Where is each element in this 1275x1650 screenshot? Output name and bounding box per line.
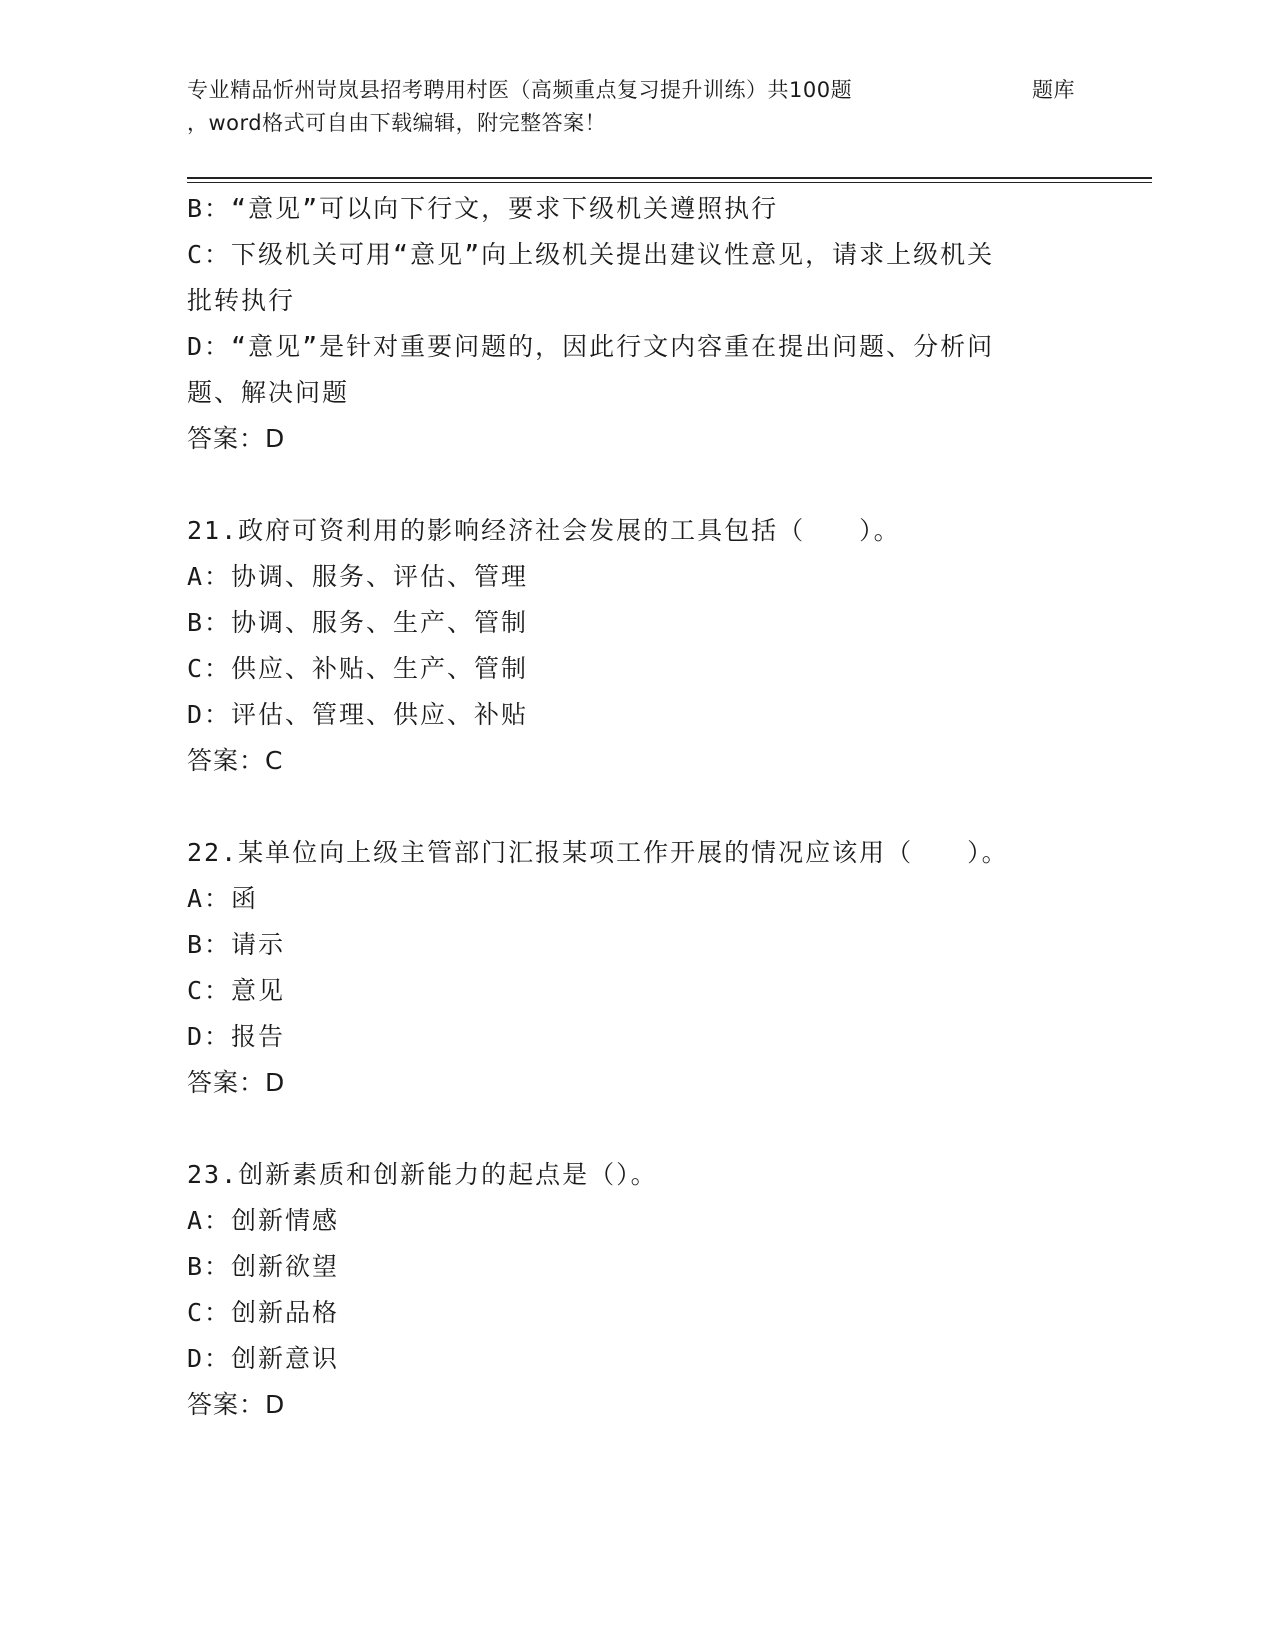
question-content xyxy=(187,186,1087,1428)
question-22 xyxy=(187,830,1087,1106)
option-d: D：评估、管理、供应、补贴 xyxy=(187,700,529,729)
answer: 答案：D xyxy=(187,1068,286,1097)
option-b: B：创新欲望 xyxy=(187,1252,340,1281)
question-stem: 23.创新素质和创新能力的起点是（）。 xyxy=(187,1160,658,1189)
spacer xyxy=(187,784,1087,830)
answer: 答案：D xyxy=(187,1390,286,1419)
option-d: D：创新意识 xyxy=(187,1344,340,1373)
continued-question xyxy=(187,186,1087,462)
option-a: A：函 xyxy=(187,884,259,913)
header-rule-thin xyxy=(187,182,1152,183)
header-title-line2: ，word格式可自由下载编辑，附完整答案！ xyxy=(187,111,607,135)
question-stem: 22.某单位向上级主管部门汇报某项工作开展的情况应该用（ ）。 xyxy=(187,838,1009,867)
option-c-line1: C：下级机关可用“意见”向上级机关提出建议性意见，请求上级机关 xyxy=(187,240,995,269)
option-b: B：“意见”可以向下行文，要求下级机关遵照执行 xyxy=(187,194,779,223)
option-c: C：意见 xyxy=(187,976,286,1005)
option-c: C：创新品格 xyxy=(187,1298,340,1327)
header-title-right: 题库 xyxy=(1032,78,1075,102)
header-rule-thick xyxy=(187,177,1152,179)
page-header xyxy=(187,74,1087,140)
option-a: A：协调、服务、评估、管理 xyxy=(187,562,529,591)
question-21 xyxy=(187,508,1087,784)
option-a: A：创新情感 xyxy=(187,1206,340,1235)
option-b: B：请示 xyxy=(187,930,286,959)
option-d-line1: D：“意见”是针对重要问题的，因此行文内容重在提出问题、分析问 xyxy=(187,332,995,361)
answer: 答案：D xyxy=(187,424,286,453)
header-title-line1 xyxy=(187,74,1087,107)
option-d-line2: 题、解决问题 xyxy=(187,378,350,407)
question-stem: 21.政府可资利用的影响经济社会发展的工具包括（ ）。 xyxy=(187,516,901,545)
header-title: 专业精品忻州岢岚县招考聘用村医（高频重点复习提升训练）共100题 xyxy=(187,78,853,102)
option-b: B：协调、服务、生产、管制 xyxy=(187,608,529,637)
option-d: D：报告 xyxy=(187,1022,286,1051)
spacer xyxy=(187,1106,1087,1152)
answer: 答案：C xyxy=(187,746,284,775)
question-23 xyxy=(187,1152,1087,1428)
option-c-line2: 批转执行 xyxy=(187,286,296,315)
spacer xyxy=(187,462,1087,508)
option-c: C：供应、补贴、生产、管制 xyxy=(187,654,529,683)
